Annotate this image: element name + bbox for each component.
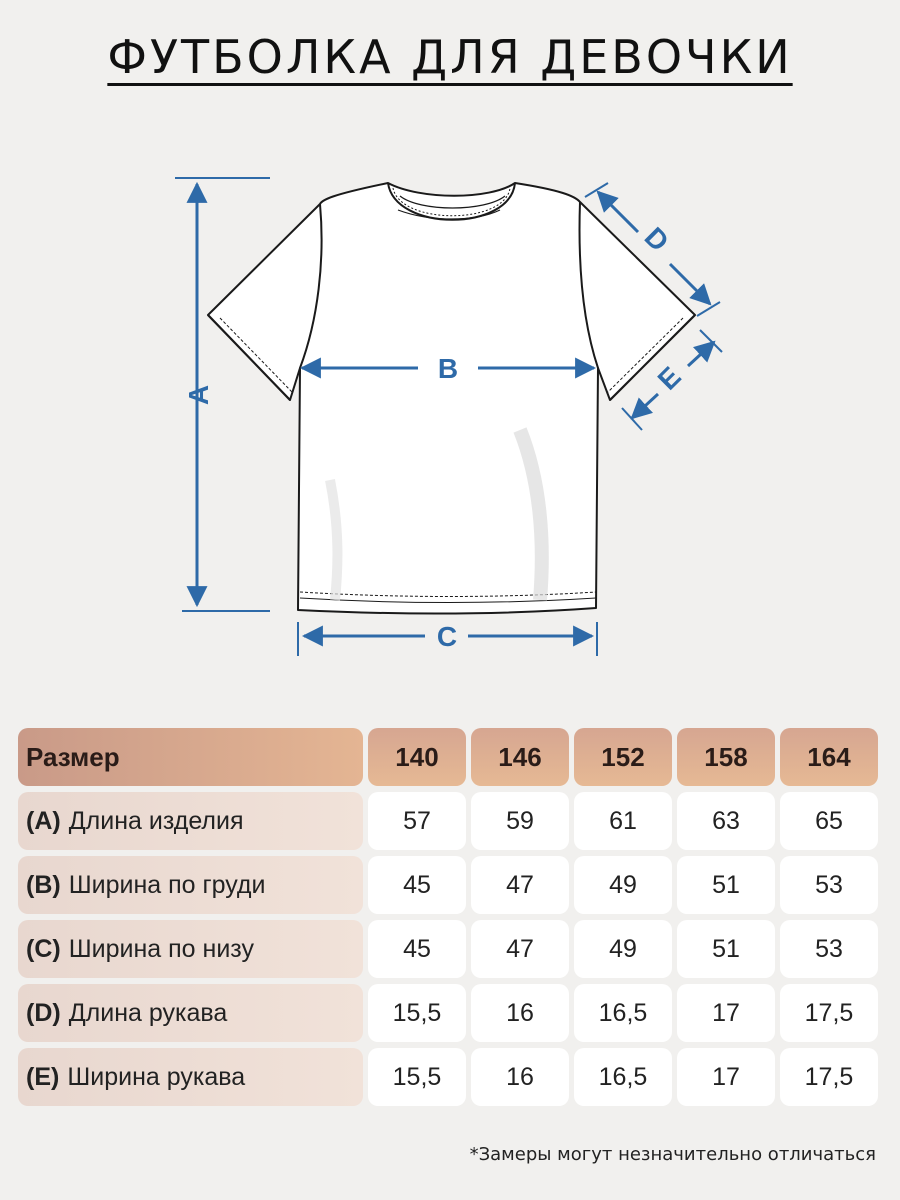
label-c: C bbox=[436, 621, 458, 652]
table-cell: 53 bbox=[780, 920, 878, 978]
row-label bbox=[18, 792, 363, 850]
table-cell: 51 bbox=[677, 856, 775, 914]
row-label bbox=[18, 920, 363, 978]
row-code: (D) bbox=[26, 998, 61, 1027]
header-label: Размер bbox=[18, 728, 363, 786]
table-cell: 53 bbox=[780, 856, 878, 914]
table-cell: 61 bbox=[574, 792, 672, 850]
row-label bbox=[18, 1048, 363, 1106]
table-row bbox=[18, 1048, 882, 1106]
table-cell: 65 bbox=[780, 792, 878, 850]
table-cell: 49 bbox=[574, 856, 672, 914]
row-name: Ширина по низу bbox=[68, 934, 254, 963]
table-cell: 59 bbox=[471, 792, 569, 850]
table-cell: 17 bbox=[677, 984, 775, 1042]
size-140: 140 bbox=[368, 728, 466, 786]
size-146: 146 bbox=[471, 728, 569, 786]
size-table-header bbox=[18, 728, 882, 786]
footnote: *Замеры могут незначительно отличаться bbox=[469, 1144, 876, 1165]
row-name: Длина изделия bbox=[68, 806, 244, 835]
table-cell: 17,5 bbox=[780, 984, 878, 1042]
table-cell: 17,5 bbox=[780, 1048, 878, 1106]
row-code: (A) bbox=[26, 806, 61, 835]
row-name: Ширина по груди bbox=[68, 870, 266, 899]
row-name: Длина рукава bbox=[68, 998, 228, 1027]
table-cell: 63 bbox=[677, 792, 775, 850]
row-code: (C) bbox=[26, 934, 61, 963]
label-d: D bbox=[638, 221, 675, 258]
row-code: (B) bbox=[26, 870, 61, 899]
table-row bbox=[18, 920, 882, 978]
table-cell: 16 bbox=[471, 1048, 569, 1106]
table-cell: 16,5 bbox=[574, 1048, 672, 1106]
size-152: 152 bbox=[574, 728, 672, 786]
row-name: Ширина рукава bbox=[67, 1062, 246, 1091]
size-table bbox=[18, 728, 882, 1112]
table-cell: 15,5 bbox=[368, 984, 466, 1042]
row-code: (E) bbox=[26, 1062, 60, 1091]
size-158: 158 bbox=[677, 728, 775, 786]
row-label bbox=[18, 856, 363, 914]
table-row bbox=[18, 792, 882, 850]
table-cell: 15,5 bbox=[368, 1048, 466, 1106]
label-b: B bbox=[437, 353, 459, 384]
table-cell: 47 bbox=[471, 920, 569, 978]
table-cell: 45 bbox=[368, 920, 466, 978]
table-cell: 49 bbox=[574, 920, 672, 978]
size-164: 164 bbox=[780, 728, 878, 786]
tshirt-shape bbox=[208, 183, 695, 614]
table-cell: 47 bbox=[471, 856, 569, 914]
table-cell: 45 bbox=[368, 856, 466, 914]
table-row bbox=[18, 856, 882, 914]
table-cell: 16,5 bbox=[574, 984, 672, 1042]
table-cell: 57 bbox=[368, 792, 466, 850]
table-row bbox=[18, 984, 882, 1042]
row-label bbox=[18, 984, 363, 1042]
page-title: ФУТБОЛКА ДЛЯ ДЕВОЧКИ bbox=[107, 30, 793, 84]
table-cell: 17 bbox=[677, 1048, 775, 1106]
table-cell: 51 bbox=[677, 920, 775, 978]
table-cell: 16 bbox=[471, 984, 569, 1042]
label-e: E bbox=[651, 360, 687, 396]
label-a: A bbox=[183, 384, 214, 406]
